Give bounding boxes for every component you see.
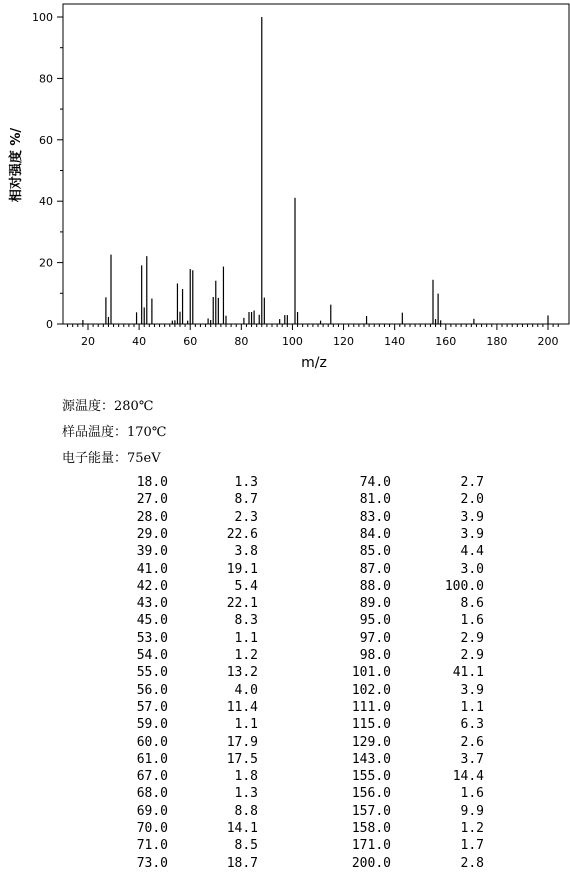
right-mz: 143.0	[351, 751, 391, 767]
right-intensity: 1.6	[460, 613, 484, 629]
left-mz: 67.0	[136, 769, 168, 785]
table-row	[0, 492, 570, 509]
left-intensity: 5.4	[234, 578, 258, 594]
table-row	[0, 631, 570, 648]
right-intensity: 41.1	[452, 665, 484, 681]
left-intensity: 18.7	[226, 855, 258, 871]
right-mz: 89.0	[359, 596, 391, 612]
right-intensity: 1.2	[460, 821, 484, 836]
x-tick-label: 200	[537, 335, 559, 348]
right-mz: 157.0	[351, 803, 391, 819]
left-intensity: 8.7	[234, 492, 258, 508]
right-mz: 171.0	[351, 838, 391, 854]
left-mz: 27.0	[136, 492, 168, 508]
right-intensity: 2.7	[460, 475, 484, 490]
right-intensity: 3.9	[460, 509, 484, 525]
left-mz: 28.0	[136, 509, 168, 525]
left-intensity: 17.9	[226, 734, 258, 750]
left-intensity: 22.6	[226, 526, 258, 542]
table-row	[0, 838, 570, 855]
x-tick-label: 40	[132, 335, 147, 348]
left-intensity: 11.4	[226, 699, 258, 715]
right-intensity: 100.0	[444, 578, 484, 594]
right-mz: 87.0	[359, 561, 391, 577]
table-row	[0, 562, 570, 579]
right-mz: 88.0	[359, 578, 391, 594]
x-tick-label: 100	[281, 335, 303, 348]
y-tick-label: 40	[39, 195, 53, 209]
left-mz: 45.0	[136, 613, 168, 629]
right-intensity: 1.1	[460, 699, 484, 715]
left-mz: 39.0	[136, 544, 168, 560]
right-intensity: 4.4	[460, 544, 484, 560]
left-mz: 43.0	[136, 596, 168, 612]
right-mz: 200.0	[351, 855, 391, 871]
table-row	[0, 804, 570, 821]
right-intensity: 3.9	[460, 682, 484, 698]
table-row	[0, 786, 570, 803]
right-mz: 97.0	[359, 630, 391, 646]
right-mz: 156.0	[351, 786, 391, 802]
x-tick-label: 120	[333, 335, 355, 348]
table-row	[0, 596, 570, 613]
right-intensity: 2.0	[460, 492, 484, 508]
left-intensity: 1.1	[234, 717, 258, 733]
left-intensity: 19.1	[226, 561, 258, 577]
table-row	[0, 665, 570, 682]
table-row	[0, 544, 570, 561]
right-mz: 95.0	[359, 613, 391, 629]
table-row	[0, 717, 570, 734]
right-intensity: 1.7	[460, 838, 484, 854]
table-row	[0, 821, 570, 838]
source-temperature: 源温度：280℃	[62, 399, 154, 414]
left-mz: 56.0	[136, 682, 168, 698]
right-intensity: 6.3	[460, 717, 484, 733]
y-tick-label: 100	[32, 11, 53, 24]
left-mz: 57.0	[136, 699, 168, 715]
right-intensity: 8.6	[460, 596, 484, 612]
table-row	[0, 735, 570, 752]
x-tick-label: 80	[234, 335, 249, 348]
left-intensity: 1.1	[234, 630, 258, 646]
left-mz: 54.0	[136, 648, 168, 663]
right-intensity: 2.6	[460, 734, 484, 750]
left-mz: 29.0	[136, 526, 168, 542]
left-mz: 68.0	[136, 786, 168, 802]
right-mz: 98.0	[359, 648, 391, 663]
y-axis-title: 相对强度 %/	[9, 127, 24, 203]
y-tick-label: 60	[39, 133, 53, 147]
left-intensity: 1.3	[234, 475, 258, 490]
left-intensity: 4.0	[234, 682, 258, 698]
left-intensity: 1.3	[234, 786, 258, 802]
right-mz: 155.0	[351, 769, 391, 785]
table-row	[0, 769, 570, 786]
right-intensity: 2.8	[460, 855, 484, 871]
left-intensity: 13.2	[226, 665, 258, 681]
table-row	[0, 579, 570, 596]
sample-temperature: 样品温度：170℃	[62, 425, 167, 440]
left-mz: 41.0	[136, 561, 168, 577]
mass-spectrum-chart	[0, 0, 570, 375]
y-tick-label: 0	[46, 318, 53, 331]
left-mz: 59.0	[136, 717, 168, 733]
right-mz: 111.0	[351, 699, 391, 715]
right-mz: 81.0	[359, 492, 391, 508]
right-mz: 84.0	[359, 526, 391, 542]
left-mz: 69.0	[136, 803, 168, 819]
x-tick-label: 20	[81, 335, 95, 348]
right-intensity: 2.9	[460, 648, 484, 663]
table-row	[0, 527, 570, 544]
left-mz: 61.0	[136, 751, 168, 767]
left-mz: 53.0	[136, 630, 168, 646]
right-mz: 85.0	[359, 544, 391, 560]
left-intensity: 1.2	[234, 648, 258, 663]
table-row	[0, 856, 570, 873]
right-intensity: 3.9	[460, 526, 484, 542]
x-tick-label: 160	[435, 335, 457, 348]
plot-frame	[63, 4, 569, 324]
left-intensity: 8.3	[234, 613, 258, 629]
table-row	[0, 752, 570, 769]
spectrum-svg	[0, 0, 570, 375]
left-mz: 42.0	[136, 578, 168, 594]
left-intensity: 14.1	[226, 821, 258, 836]
right-mz: 74.0	[359, 475, 391, 490]
left-mz: 73.0	[136, 855, 168, 871]
right-mz: 102.0	[351, 682, 391, 698]
left-mz: 70.0	[136, 821, 168, 836]
left-intensity: 22.1	[226, 596, 258, 612]
right-mz: 129.0	[351, 734, 391, 750]
y-tick-label: 80	[39, 72, 53, 86]
acquisition-conditions	[62, 395, 166, 473]
x-tick-label: 60	[183, 335, 198, 348]
left-mz: 60.0	[136, 734, 168, 750]
right-intensity: 14.4	[452, 769, 484, 785]
x-axis-title: m/z	[301, 355, 327, 371]
left-mz: 55.0	[136, 665, 168, 681]
table-row	[0, 475, 570, 492]
right-intensity: 9.9	[460, 803, 484, 819]
y-tick-label: 20	[39, 256, 53, 270]
table-row	[0, 613, 570, 630]
x-tick-label: 140	[384, 335, 406, 348]
right-mz: 83.0	[359, 509, 391, 525]
left-mz: 18.0	[136, 475, 168, 490]
right-intensity: 3.7	[460, 751, 484, 767]
table-row	[0, 510, 570, 527]
table-row	[0, 700, 570, 717]
table-row	[0, 683, 570, 700]
right-mz: 101.0	[351, 665, 391, 681]
left-intensity: 2.3	[234, 509, 258, 525]
left-intensity: 17.5	[226, 751, 258, 767]
x-tick-label: 180	[486, 335, 508, 348]
table-row	[0, 648, 570, 665]
right-intensity: 1.6	[460, 786, 484, 802]
right-mz: 115.0	[351, 717, 391, 733]
right-intensity: 2.9	[460, 630, 484, 646]
right-mz: 158.0	[351, 821, 391, 836]
left-mz: 71.0	[136, 838, 168, 854]
left-intensity: 8.8	[234, 803, 258, 819]
electron-energy: 电子能量：75eV	[62, 451, 161, 466]
left-intensity: 8.5	[234, 838, 258, 854]
right-intensity: 3.0	[460, 561, 484, 577]
left-intensity: 3.8	[234, 544, 258, 560]
left-intensity: 1.8	[234, 769, 258, 785]
